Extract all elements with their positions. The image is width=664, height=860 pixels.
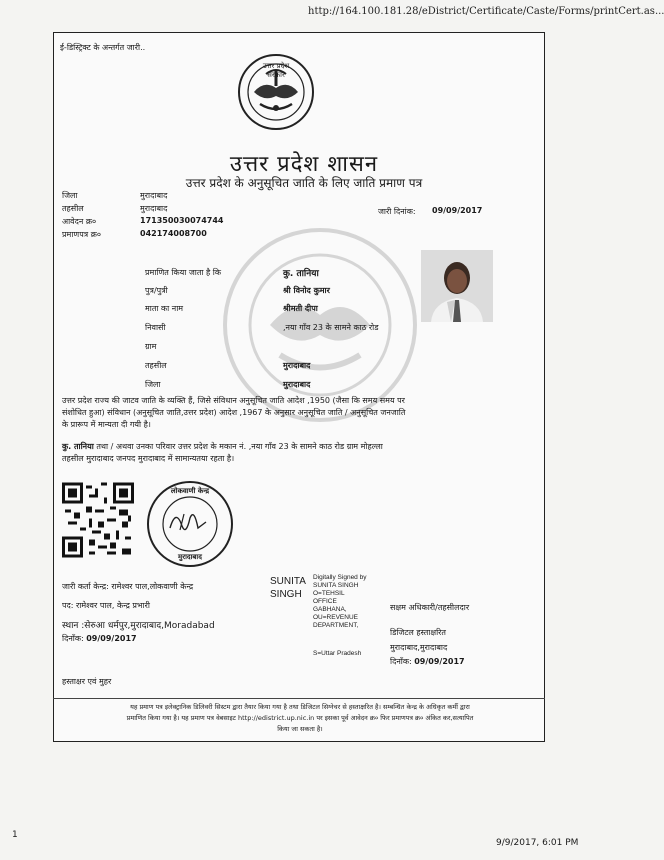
certified-label: प्रमाणित किया जाता है कि — [145, 268, 222, 277]
authority-title: सक्षम अधिकारी/तहसीलदार — [390, 603, 470, 612]
caste-statement — [62, 395, 542, 431]
footer-divider — [53, 698, 545, 699]
application-number-value: 171350030074744 — [140, 216, 224, 225]
dsig-line: OFFICE — [313, 598, 337, 605]
print-timestamp: 9/9/2017, 6:01 PM — [496, 838, 579, 848]
mother-name: श्रीमती दीपा — [283, 304, 318, 313]
issuer-date-label: दिनाँक: — [62, 634, 84, 643]
residence-statement — [62, 441, 542, 465]
authority-date-value: 09/09/2017 — [414, 657, 465, 666]
issuer-date — [62, 633, 137, 644]
dsig-line: O=TEHSIL — [313, 590, 345, 597]
village-label: ग्राम — [145, 342, 157, 351]
digitally-signed-label: डिजिटल हस्ताक्षरित — [390, 628, 446, 637]
mother-label: माता का नाम — [145, 304, 184, 313]
caste-statement-line2: संशोधित हुआ) संविधान (अनुसूचित जाति,उत्तर प्रदेश) आदेश ,1967 के अनुसार अनुसूचित जाति / अनुसूचित जनजाति — [62, 408, 406, 417]
meta-tehsil-label: तहसील — [62, 204, 84, 213]
sign-and-seal-label: हस्ताक्षर एवं मुहर — [62, 677, 112, 686]
verification-note-line3: किया जा सकता है। — [277, 725, 323, 733]
qr-code — [62, 482, 134, 558]
caste-statement-line3: के प्रारूप में मान्यता दी गयी है। — [62, 420, 151, 429]
details-district-label: जिला — [145, 380, 161, 389]
certificate-subtitle: उत्तर प्रदेश के अनुसूचित जाति के लिए जाति प्रमाण पत्र — [185, 176, 423, 190]
authority-place: मुरादाबाद,मुरादाबाद — [390, 643, 448, 652]
dsig-line: Digitally Signed by — [313, 574, 367, 581]
certificate-number-label: प्रमाणपत्र क्र० — [62, 230, 101, 239]
resident-value: ,नया गाँव 23 के सामने काठ रोड — [283, 323, 379, 332]
son-daughter-label: पुत्र/पुत्री — [145, 286, 168, 295]
certificate-number-value: 042174008700 — [140, 229, 207, 238]
emblem-text: उत्तर प्रदेश सरकार — [262, 62, 290, 79]
issuing-center: जारी कर्ता केन्द्र: रामेश्वर पाल,लोकवाणी केन्द्र — [62, 582, 194, 591]
verification-note — [58, 702, 542, 735]
meta-district-label: जिला — [62, 191, 78, 200]
issue-date-label: जारी दिनांक: — [378, 207, 416, 216]
print-url: http://164.100.181.28/eDistrict/Certificate/Caste/Forms/printCert.as... — [308, 6, 664, 17]
stamp-top-text: लोकवाणी केन्द्र — [170, 487, 210, 495]
page-number: 1 — [12, 830, 18, 840]
dsig-line: SUNITA SINGH — [313, 582, 359, 589]
details-tehsil-value: मुरादाबाद — [283, 361, 311, 370]
issuer-date-value: 09/09/2017 — [86, 634, 137, 643]
caste-statement-line1: उत्तर प्रदेश राज्य की जाटव जाति के व्यक्ति हैं, जिसे संविधान अनुसूचित जाति आदेश ,1950 (जैसा कि समय समय पर — [62, 396, 405, 405]
authority-date-label: दिनाँक: — [390, 657, 412, 666]
residence-statement-text: तथा / अथवा उनका परिवार उत्तर प्रदेश के मकान नं. ,नया गाँव 23 के सामने काठ रोड ग्राम मोहल्ला — [93, 442, 383, 451]
stamp-bottom-text: मुरादाबाद — [178, 553, 202, 561]
meta-district-value: मुरादाबाद — [140, 191, 168, 200]
issued-under-text: ई-डिस्ट्रिक्ट के अन्तर्गत जारी.. — [60, 43, 146, 52]
father-name: श्री विनोद कुमार — [283, 286, 330, 295]
dsig-line: DEPARTMENT, — [313, 622, 359, 629]
details-district-value: मुरादाबाद — [283, 380, 311, 389]
candidate-photo — [421, 250, 493, 322]
issue-date-value: 09/09/2017 — [432, 206, 483, 215]
digital-signature-details — [313, 574, 366, 630]
verification-note-line1: यह प्रमाण पत्र इलेक्ट्रानिक डिलिवरी सिस्टम द्वारा तैयार किया गया है तथा डिजिटल सिग्नेचर से हस्ताक्षरित है। सम्बन्धित केन्द्र के अधिकृत कर्मी द्वारा — [130, 703, 470, 711]
resident-label: निवासी — [145, 323, 166, 332]
authority-date — [390, 656, 465, 667]
verification-note-line2: प्रमाणित किया गया है। यह प्रमाण पत्र वेबसाइट http://edistrict.up.nic.in पर इसका पूर्व आवेदन क्र० फिर प्रमाणपत्र क्र० अंकित कर,सत्यापित — [126, 714, 474, 722]
meta-tehsil-value: मुरादाबाद — [140, 204, 168, 213]
digital-signature-state: S=Uttar Pradesh — [313, 650, 362, 657]
residence-candidate-name: कु. तानिया — [62, 442, 94, 451]
certificate-title: उत्तर प्रदेश शासन — [229, 152, 379, 177]
dsig-line: OU=REVENUE — [313, 614, 358, 621]
signer-last-name: SINGH — [270, 589, 302, 600]
details-tehsil-label: तहसील — [145, 361, 167, 370]
issuer-place: स्थान :सेरुआ धर्मपुर,मुरादाबाद,Moradabad — [62, 621, 215, 631]
application-number-label: आवेदन क्र० — [62, 217, 97, 226]
dsig-line: GABHANA, — [313, 606, 347, 613]
digital-signer-name — [270, 575, 306, 601]
residence-statement-line2: तहसील मुरादाबाद जनपद मुरादाबाद में सामान्यतया रहता है। — [62, 454, 235, 463]
signer-first-name: SUNITA — [270, 576, 306, 587]
residence-statement-line1 — [62, 441, 542, 453]
candidate-name: कु. तानिया — [283, 269, 319, 279]
issuer-designation: पद: रामेश्वर पाल, केन्द्र प्रभारी — [62, 601, 150, 610]
